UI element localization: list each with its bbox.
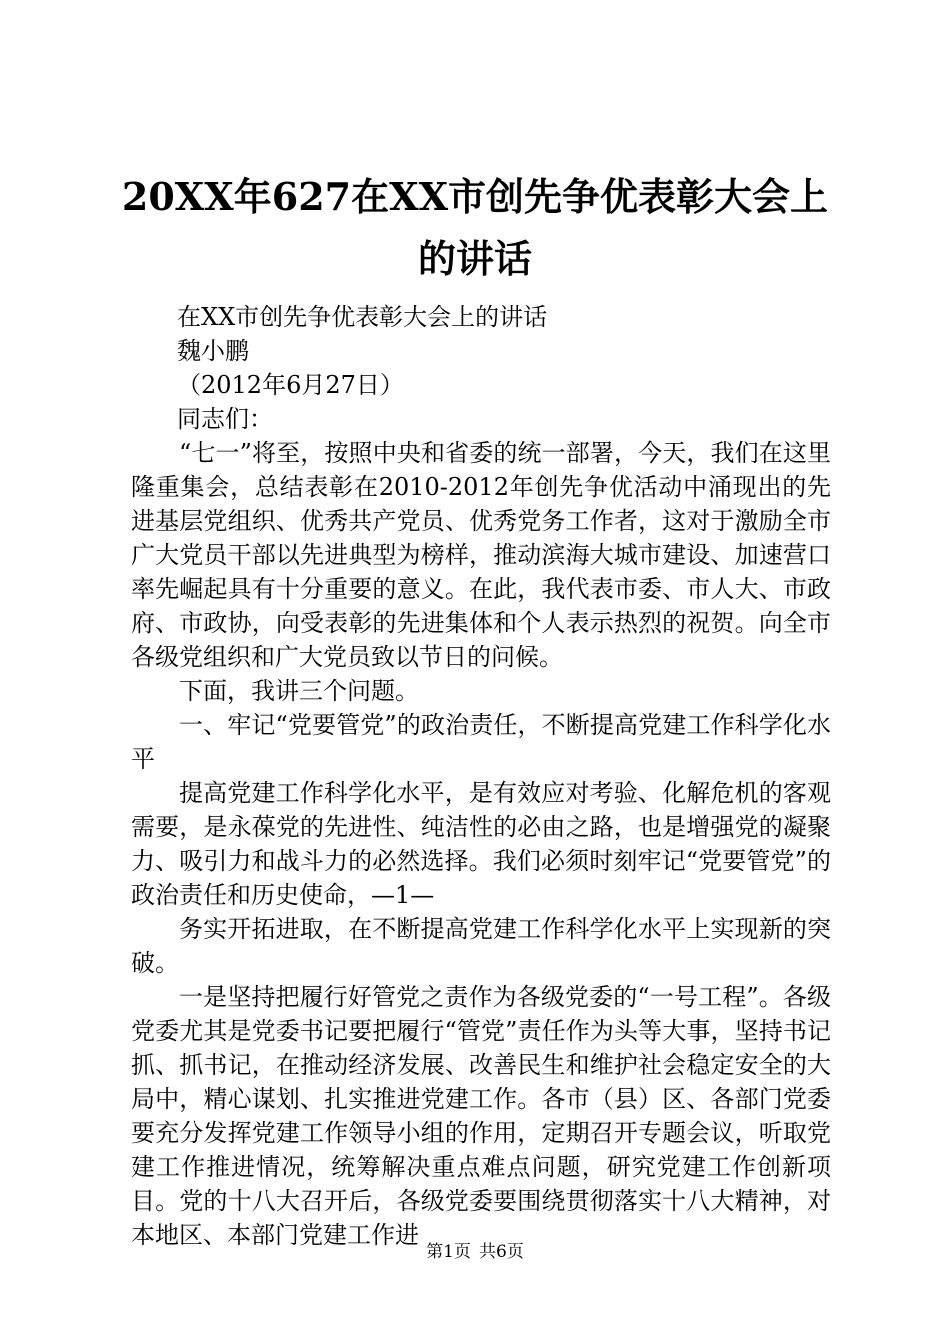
paragraph: “七一”将至，按照中央和省委的统一部署，今天，我们在这里隆重集会，总结表彰在2010-2012年创先争优活动中涌现出的先进基层党组织、优秀共产党员、优秀党务工作者，这对于激励全市广大党员干部以先进典型为榜样，推动滨海大城市建设、加速营口率先崛起具有十分重要的意义。在此，我代表市委、市人大、市政府、市政协，向受表彰的先进集体和个人表示热烈的祝贺。向全市各级党组织和广大党员致以节日的问候。 xyxy=(131,439,831,671)
page-number: 第1页 xyxy=(426,1242,471,1262)
section-heading: 一、牢记“党要管党”的政治责任，不断提高党建工作科学化水平 xyxy=(131,711,831,773)
paragraph: 下面，我讲三个问题。 xyxy=(179,677,419,705)
document-subtitle: 在XX市创先争优表彰大会上的讲话 xyxy=(177,303,548,331)
document-body xyxy=(131,300,831,1252)
paragraph: 提高党建工作科学化水平，是有效应对考验、化解危机的客观需要，是永葆党的先进性、纯洁性的必由之路，也是增强党的凝聚力、吸引力和战斗力的必然选择。我们必须时刻牢记“党要管党”的政治责任和历史使命，—1— xyxy=(131,779,831,909)
paragraph: 务实开拓进取，在不断提高党建工作科学化水平上实现新的突破。 xyxy=(131,915,831,977)
salutation: 同志们： xyxy=(177,405,273,433)
page-footer xyxy=(0,1240,950,1264)
document-author: 魏小鹏 xyxy=(177,337,249,365)
page-total: 共6页 xyxy=(479,1242,524,1262)
paragraph: 一是坚持把履行好管党之责作为各级党委的“一号工程”。各级党委尤其是党委书记要把履行“管党”责任作为头等大事，坚持书记抓、抓书记，在推动经济发展、改善民生和维护社会稳定安全的大局中，精心谋划、扎实推进党建工作。各市（县）区、各部门党委要充分发挥党建工作领导小组的作用，定期召开专题会议，听取党建工作推进情况，统筹解决重点难点问题，研究党建工作创新项目。党的十八大召开后，各级党委要围绕贯彻落实十八大精神，对本地区、本部门党建工作进 xyxy=(131,983,831,1249)
document-date: （2012年6月27日） xyxy=(177,371,404,399)
document-title: 20XX年627在XX市创先争优表彰大会上的讲话 xyxy=(121,174,829,281)
